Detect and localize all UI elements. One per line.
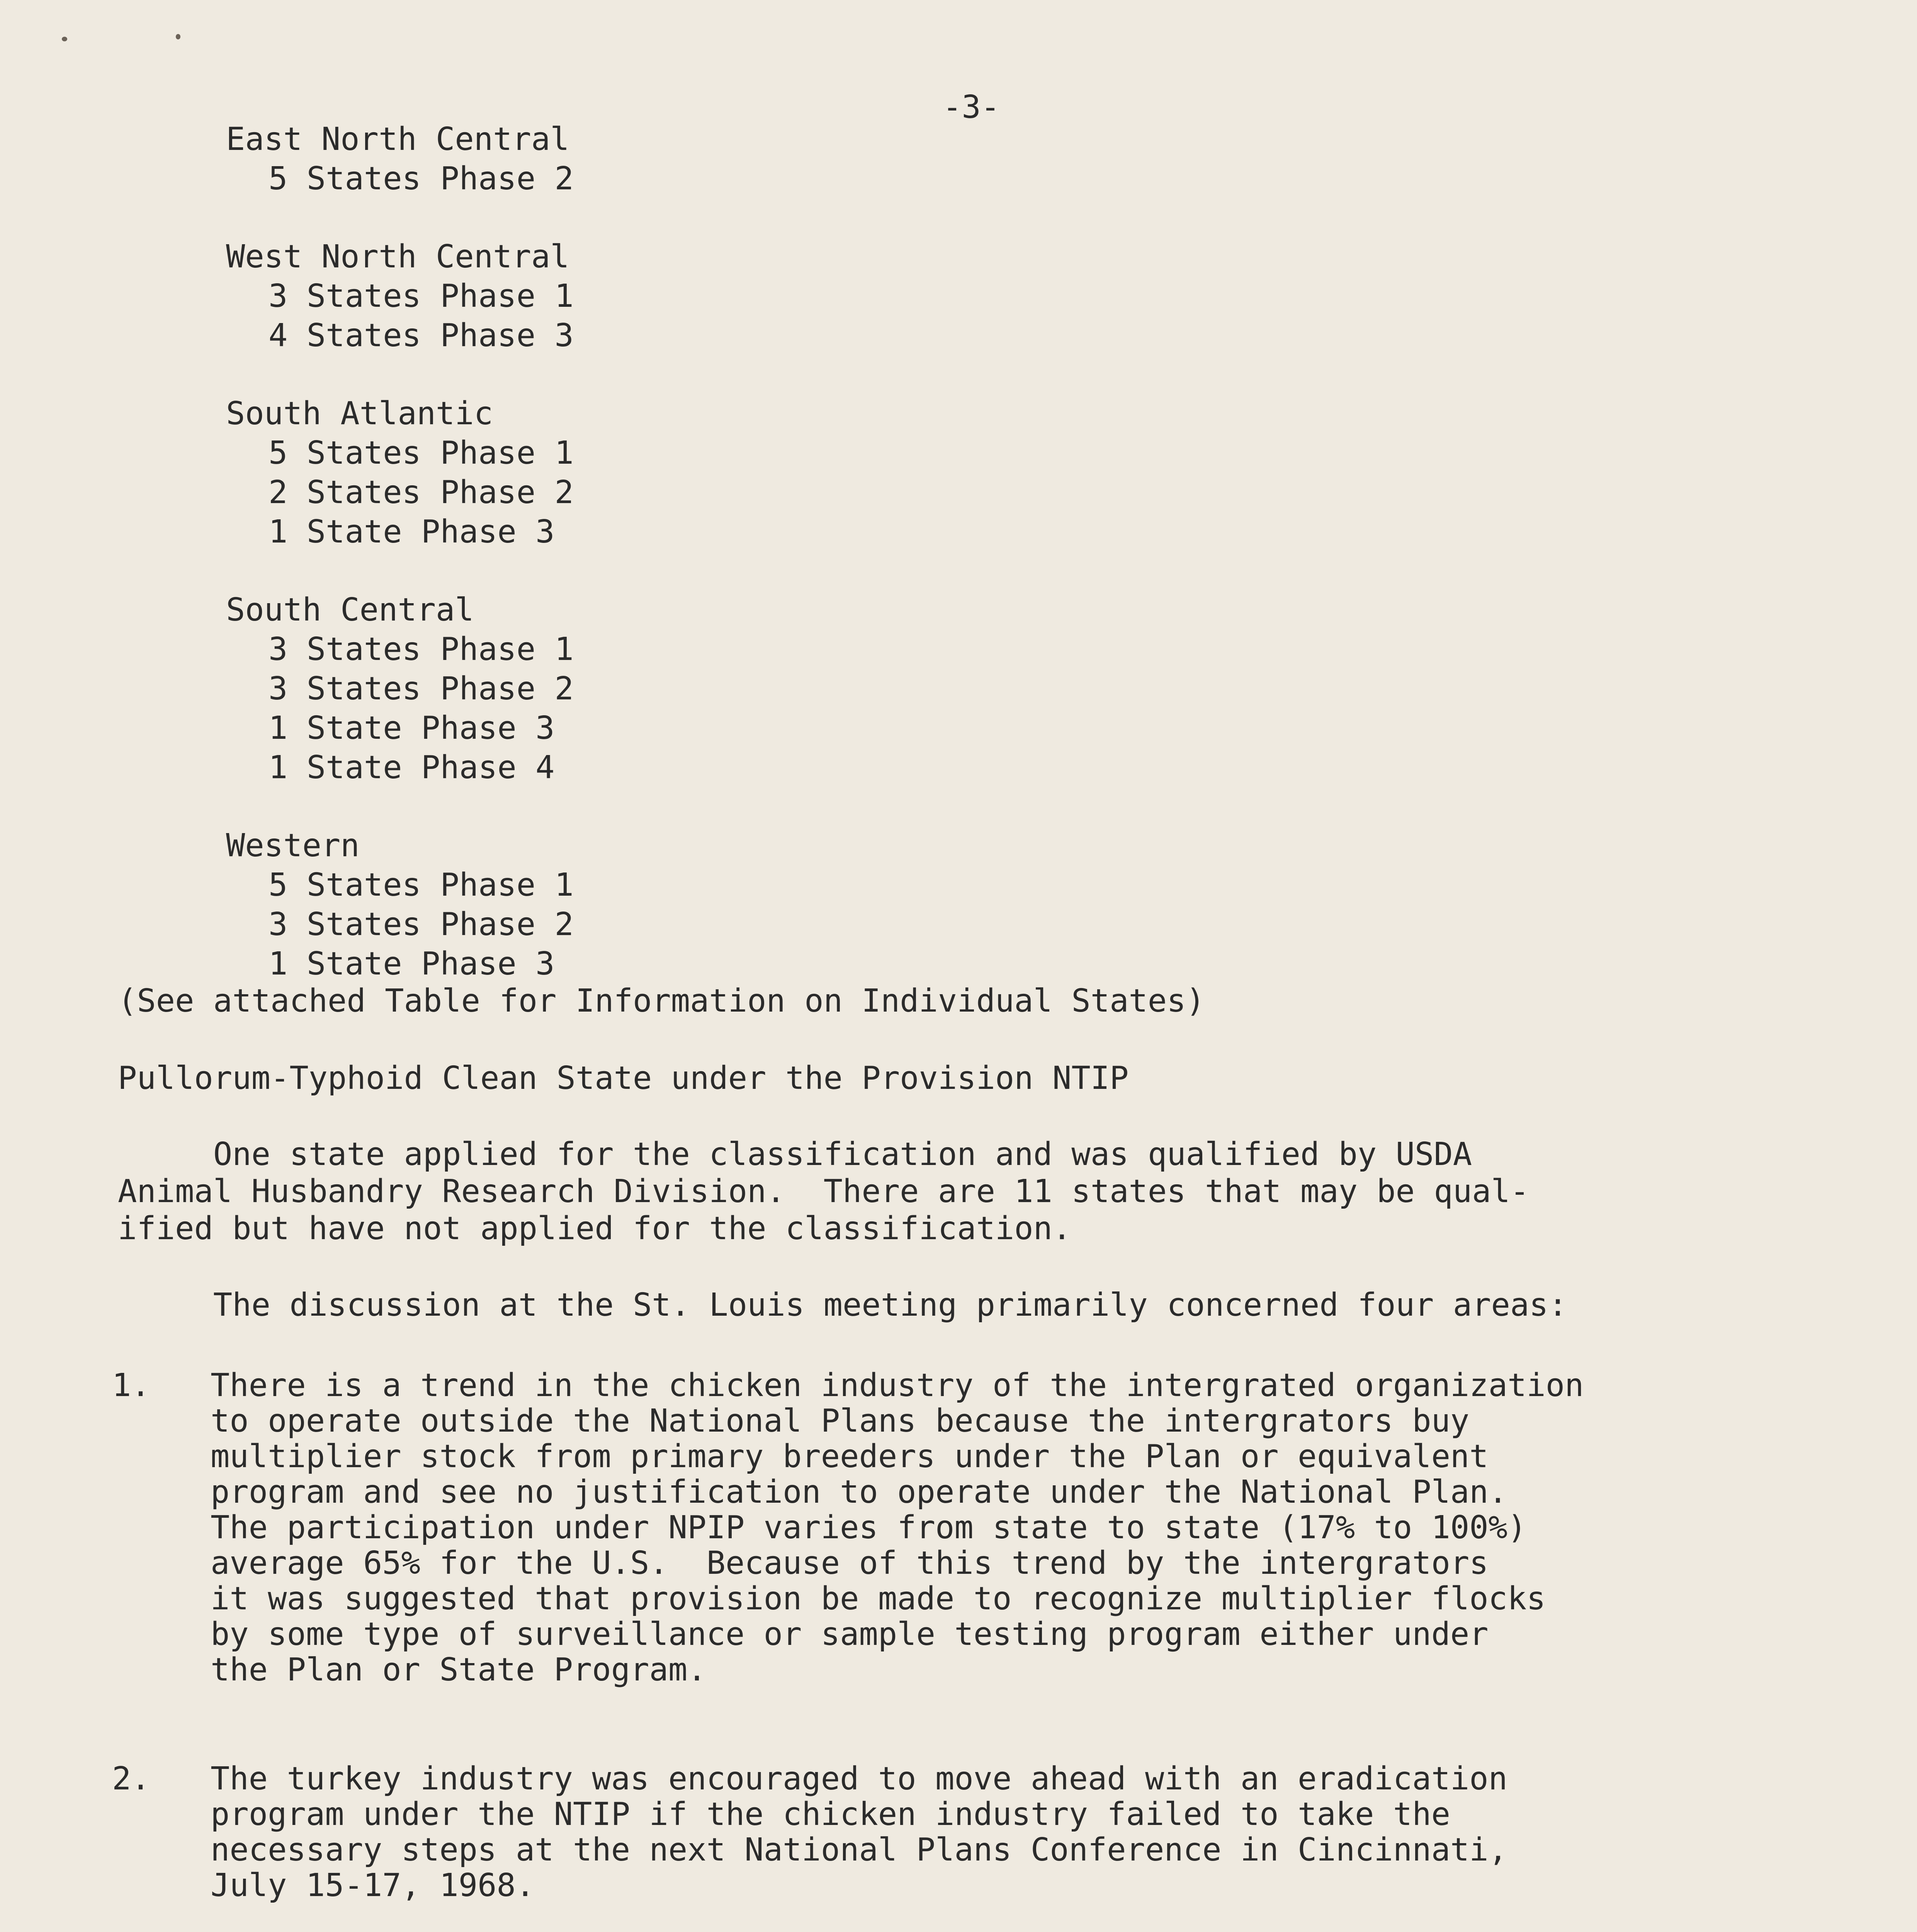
paragraph-line: The discussion at the St. Louis meeting primarily concerned four areas: [118, 1287, 1567, 1323]
section-heading: Pullorum-Typhoid Clean State under the Provision NTIP [118, 1060, 1129, 1097]
region-block [226, 237, 999, 355]
region-block [226, 394, 999, 552]
region-block [226, 826, 999, 984]
region-entry: 5 States Phase 1 [269, 867, 574, 903]
region-entry: 5 States Phase 2 [269, 160, 574, 197]
region-entry: 3 States Phase 1 [269, 631, 574, 668]
paragraph-discussion [118, 1287, 1702, 1324]
region-name: East North Central [226, 121, 569, 158]
see-attached-table-note: (See attached Table for Information on Individual States) [118, 983, 1205, 1019]
paragraph-line: ified but have not applied for the classification. [118, 1210, 1072, 1247]
region-name: Western [226, 827, 360, 864]
list-item-line: multiplier stock from primary breeders under the Plan or equivalent [211, 1438, 1489, 1475]
list-item-text [211, 1368, 1773, 1688]
region-name: South Central [226, 592, 474, 628]
list-item-line: The turkey industry was encouraged to move ahead with an eradication [211, 1760, 1508, 1797]
region-name: West North Central [226, 238, 569, 275]
region-block [226, 590, 999, 787]
paragraph-classification [118, 1136, 1702, 1247]
paragraph-line: One state applied for the classification and was qualified by USDA [118, 1136, 1472, 1173]
list-item [112, 1761, 1773, 1903]
list-item-line: program under the NTIP if the chicken industry failed to take the [211, 1796, 1450, 1833]
region-entry: 1 State Phase 3 [269, 946, 555, 982]
list-item-line: July 15-17, 1968. [211, 1867, 535, 1904]
list-item [112, 1368, 1773, 1688]
list-item-line: There is a trend in the chicken industry of the intergrated organization [211, 1367, 1584, 1404]
list-item-line: by some type of surveillance or sample testing program either under [211, 1616, 1489, 1653]
region-entry: 1 State Phase 4 [269, 749, 555, 786]
list-item-line: it was suggested that provision be made to recognize multiplier flocks [211, 1580, 1546, 1617]
region-name: South Atlantic [226, 395, 493, 432]
region-entry: 5 States Phase 1 [269, 435, 574, 471]
paragraph-line: Animal Husbandry Research Division. There are 11 states that may be qual- [118, 1173, 1530, 1210]
region-entry: 1 State Phase 3 [269, 710, 555, 747]
region-list [226, 120, 999, 1022]
region-entry: 2 States Phase 2 [269, 474, 574, 511]
region-entry: 4 States Phase 3 [269, 317, 574, 354]
list-item-number: 2. [112, 1760, 150, 1797]
list-item-line: to operate outside the National Plans because the intergrators buy [211, 1403, 1470, 1439]
list-item-line: average 65% for the U.S. Because of this trend by the intergrators [211, 1545, 1489, 1582]
page-number: -3- [943, 89, 1000, 126]
list-item-line: the Plan or State Program. [211, 1651, 707, 1688]
list-item-text [211, 1761, 1773, 1903]
list-item-line: necessary steps at the next National Plans Conference in Cincinnati, [211, 1832, 1508, 1868]
region-entry: 3 States Phase 1 [269, 278, 574, 315]
region-entry: 3 States Phase 2 [269, 906, 574, 943]
paper-speck [176, 34, 180, 39]
numbered-list [112, 1368, 1773, 1932]
region-entry: 3 States Phase 2 [269, 670, 574, 707]
paper-speck [62, 37, 67, 41]
region-block [226, 120, 999, 199]
list-item-line: The participation under NPIP varies from state to state (17% to 100%) [211, 1509, 1527, 1546]
region-entry: 1 State Phase 3 [269, 514, 555, 550]
list-item-number: 1. [112, 1367, 150, 1404]
list-item-line: program and see no justification to operate under the National Plan. [211, 1474, 1508, 1510]
